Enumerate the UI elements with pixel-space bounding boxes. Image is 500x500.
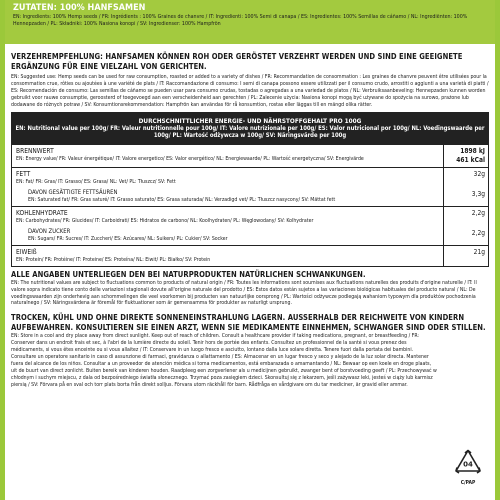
ingredients-header <box>5 0 495 44</box>
usage-section <box>11 52 489 109</box>
row-label-energy <box>12 144 444 167</box>
row-label-protein <box>12 245 444 266</box>
protein-value: 21g <box>444 245 489 266</box>
recycling-triangle-icon <box>453 449 483 476</box>
storage-translations: EN: Store in a cool and dry place away from direct sunlight. Keep out of reach of children. Consult a healthcare provider if taking medications, pregnant, or breastfeeding / FR: Conserver dans un endroit frais et sec, à l'abri de la lumière directe du soleil. Tenir hors de portée des enfants. Consultez un professionnel de la santé si vous prenez des médicaments, si vous êtes enceinte ou si vous allaitez / IT: Conservare in un luogo fresco e asciutto, lontano dalla luce solare diretta. Tenere fuori dalla portata dei bambini. Consultare un operatore sanitario in caso di assunzione di farmaci, gravidanza o allattamento / ES: Almacenar en un lugar fresco y seco y alejado de la luz solar directa. Mantener fuera del alcance de los niños. Consultar a un proveedor de atención médica si toma medicamentos, está embarazada o amamantando / NL: Bewaar op een koele en droge plaats, uit de buurt van direct zonlicht. Buiten bereik van kinderen houden. Raadpleeg een zorgverlener als u medicijnen gebruikt, zwanger bent of borstvoeding geeft / PL: Przechowywać w chłodnym i suchym miejscu, z dala od bezpośredniego światła słonecznego. Trzymać poza zasięgiem dzieci. Skonsultuj się z lekarzem, jeśli zażywasz leki, jesteś w ciąży lub karmisz piersią / SV: Förvara på en sval och torr plats borta från direkt solljus. Förvara utom räckhåll för barn. Rådfråga en vårdgivare om du tar mediciner, är gravid eller ammar. <box>11 333 437 388</box>
protein-translations: EN: Protein/ FR: Protéine/ IT: Proteine/ ES: Proteína/ NL: Eiwit/ PL: Białko/ SV: Protein <box>16 256 211 263</box>
variation-translations: EN: The nutritional values are subject to fluctuations common to products of natural origin / FR: Toutes les informations sont soumises aux fluctuations naturelles des produits d'origine naturelle / IT: Il valore sopra indicato tiene conto delle variazioni stagionali dovute all'origine naturale del prodotto / ES: Estos datos están sujetos a las variaciones biológicas habituales del producto natural / NL: De voedingswaarden zijn onderhevig aan schommelingen die veel voorkomen bij producten van natuurlijke oorsprong / PL: Wartości odżywcze podlegają wahaniom typowym dla produktów pochodzenia naturalnego / SV: Näringsvärdena är föremål för fluktuationer som är gemensamma för produkter av naturligt ursprung. <box>11 279 477 307</box>
variation-section <box>11 270 489 308</box>
storage-section <box>11 313 489 388</box>
fat-value: 32g <box>473 169 485 178</box>
sugars-translations: EN: Sugars/ FR: Sucres/ IT: Zuccheri/ ES: Azúcares/ NL: Suikers/ PL: Cukier/ SV: Socker <box>28 235 228 242</box>
saturated-fat-value: 3,3g <box>471 189 485 198</box>
ingredients-title: ZUTATEN: 100% HANFSAMEN <box>13 3 146 13</box>
variation-heading: ALLE ANGABEN UNTERLIEGEN DEN BEI NATURPRODUKTEN NATÜRLICHEN SCHWANKUNGEN. <box>11 269 366 279</box>
recycling-mark <box>450 449 486 486</box>
nutrition-table <box>11 112 489 267</box>
recycling-code: C/PAP <box>460 480 476 486</box>
row-label-fat <box>12 167 444 206</box>
carbs-value: 2,2g <box>471 208 485 217</box>
recycling-number: 04 <box>463 460 473 469</box>
energy-translations: EN: Energy value/ FR: Valeur énergétique/ IT: Valore energetico/ ES: Valor energético/ NL: Energiewaarde/ PL: Wartość energetyczna/ SV: Energivärde <box>16 155 364 162</box>
table-row <box>12 245 489 266</box>
saturated-fat-label: DAVON GESÄTTIGTE FETTSÄUREN <box>28 189 118 196</box>
carbs-translations: EN: Carbohydrates/ FR: Glucides/ IT: Carboidrati/ ES: Hidratos de carbono/ NL: Koolhydraten/ PL: Węglowodany/ SV: Kolhydrater <box>16 217 314 224</box>
storage-heading: TROCKEN, KÜHL UND OHNE DIREKTE SONNENEINSTRAHLUNG LAGERN. AUSSERHALB DER REICHWEITE VON KINDERN AUFBEWAHREN. KONSULTIEREN SIE EINEN ARZT, WENN SIE MEDIKAMENTE EINNEHMEN, SCHWANGER SIND ODER STILLEN. <box>11 313 486 333</box>
table-row <box>12 167 489 206</box>
carbs-values <box>444 206 489 245</box>
carbs-label: KOHLENHYDRATE <box>16 208 68 217</box>
row-label-carbs <box>12 206 444 245</box>
fat-label: FETT <box>16 169 31 178</box>
right-green-stripe <box>495 0 500 500</box>
fat-translations: EN: Fat/ FR: Gras/ IT: Grasso/ ES: Grasa/ NL: Vet/ PL: Tłuszcz/ SV: Fett <box>16 178 176 185</box>
saturated-fat-translations: EN: Saturated fat/ FR: Gras saturé/ IT: Grasso saturato/ ES: Grasa saturada/ NL: Verzadigd vet/ PL: Tłuszcz nasycony/ SV: Mättat fett <box>28 196 336 203</box>
usage-translations: EN: Suggested use: Hemp seeds can be used for raw consumption, roasted or added to a variety of dishes / FR: Recommandation de consommation : Les graines de chanvre peuvent être utilisées pour la consommation crue, rôties ou ajoutées à une variété de plats / IT: Raccomandazione di consumo: I semi di canapa possono essere utilizzati per il consumo crudo, arrostiti o aggiunti a una varietà di piatti / ES: Recomendación de consumo: Las semillas de cáñamo se pueden usar para consumo crudas, tostadas o agregadas a una variedad de platos / NL: Verbruiksaanbeveling: Hennepzaden kunnen worden gebruikt voor rauwe consumptie, geroosterd of toegevoegd aan een verscheidenheid aan gerechten / PL: Zalecenie użycia: Nasiona konopi mogą być używane do spożycia na surowo, prażone lub dodawane do różnych potraw / SV: Konsumtionsrekommendation: Hampfrön kan användas för rå konsumtion, rostas eller läggas till en mängd olika rätter. <box>11 74 489 108</box>
ingredients-translations: EN: Ingredients: 100% Hemp seeds / FR: Ingrédients : 100% Graines de chanvre / IT: Ingredienti: 100% Semi di canapa / ES: Ingredientes: 100% Semillas de cáñamo / NL: Ingrediënten: 100% Hennepzaden / PL: Składniki: 100% Nasiona konopi / SV: Ingredienser: 100% Hampfrön <box>13 14 468 27</box>
table-row <box>12 206 489 245</box>
protein-label: EIWEIß <box>16 247 37 256</box>
table-row <box>12 144 489 167</box>
sugars-value: 2,2g <box>471 228 485 237</box>
energy-value: 1898 kJ 461 kCal <box>444 144 489 167</box>
nutrition-header <box>12 112 489 144</box>
nutrition-title: DURCHSCHNITTLICHER ENERGIE- UND NÄHRSTOFFGEHALT PRO 100G <box>138 116 362 125</box>
nutrition-subtitle: EN: Nutritional value per 100g/ FR: Valeur nutritionnelle pour 100g/ IT: Valore nutrizionale per 100g/ ES: Valor nutricional por 100g/ NL: Voedingswaarde per 100g/ PL: Wartość odżywcza w 100g/ SV: Näringsvärde per 100g <box>15 125 485 140</box>
nutrition-header-row <box>12 112 489 144</box>
fat-values <box>444 167 489 206</box>
usage-heading: VERZEHREMPFEHLUNG: HANFSAMEN KÖNNEN ROH ODER GERÖSTET VERZEHRT WERDEN UND SIND EINE GEEIGNETE ERGÄNZUNG FÜR EINE VIELZAHL VON GERICHTEN. <box>11 52 463 71</box>
label-body <box>5 44 495 500</box>
energy-label: BRENNWERT <box>16 146 54 155</box>
sugars-label: DAVON ZUCKER <box>28 228 71 235</box>
